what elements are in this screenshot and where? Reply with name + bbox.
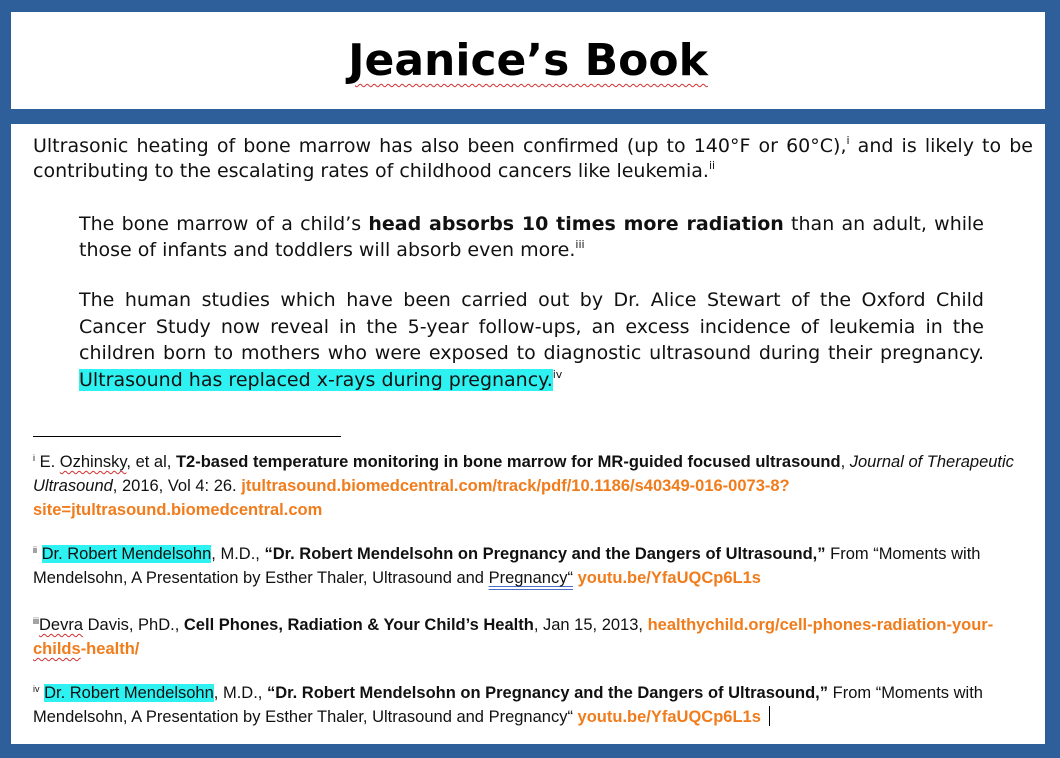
- page-title: Jeanice’s Book: [348, 35, 708, 86]
- content-panel: [11, 124, 1045, 744]
- fn3-name: Devra: [39, 616, 84, 634]
- fn1-journal: Journal of Therapeutic Ultrasound: [33, 453, 1014, 495]
- fn3-title: Cell Phones, Radiation & Your Child’s Health: [183, 616, 534, 634]
- footnote-iv: [33, 681, 1023, 729]
- footnote-ref-iv: iv: [552, 367, 563, 381]
- fn1-tail: , 2016, Vol 4: 26.: [112, 477, 242, 495]
- fn1-link[interactable]: jtultrasound.biomedcentral.com/track/pdf/10.1186/s40349-016-0073-8?site=jtultrasound.biomedcentral.com: [33, 477, 790, 519]
- bone-marrow-pre: The bone marrow of a child’s: [79, 213, 369, 235]
- fn3-date: , Jan 15, 2013,: [533, 616, 648, 634]
- bone-marrow-post: than an adult, while those of infants and toddlers will absorb even more.: [79, 213, 984, 261]
- footnote-i: [33, 450, 1023, 522]
- fn4-from: From “Moments with Mendelsohn, A Presentation by Esther Thaler, Ultrasound and Pregnancy“: [33, 684, 983, 726]
- footnote-separator: [33, 436, 341, 437]
- fn3-name-rest: Davis, PhD.,: [83, 616, 184, 634]
- fn1-mid: ,: [840, 453, 850, 471]
- intro-text: Ultrasonic heating of bone marrow has also been confirmed (up to 140°F or 60°C),: [33, 135, 847, 157]
- footnote-marker: i: [33, 453, 35, 463]
- bone-marrow-bold: head absorbs 10 times more radiation: [368, 213, 784, 235]
- fn2-from: From “Moments with Mendelsohn, A Presentation by Esther Thaler, Ultrasound and: [33, 545, 981, 587]
- text-cursor: [769, 706, 771, 726]
- fn4-title: “Dr. Robert Mendelsohn on Pregnancy and the Dangers of Ultrasound,”: [266, 684, 829, 702]
- fn1-author-name: Ozhinsky: [59, 453, 127, 471]
- fn4-name: Dr. Robert Mendelsohn: [44, 684, 214, 702]
- fn2-link[interactable]: youtu.be/YfaUQCp6L1s: [577, 569, 761, 587]
- highlighted-sentence: Ultrasound has replaced x-rays during pregnancy.: [79, 368, 553, 391]
- fn2-cred: , M.D.,: [211, 545, 265, 563]
- fn4-cred: , M.D.,: [213, 684, 267, 702]
- footnote-iii: [33, 613, 1023, 661]
- fn2-pregnancy: Pregnancy“: [488, 569, 573, 587]
- fn1-author: E.: [39, 453, 60, 471]
- human-studies-text: The human studies which have been carried out by Dr. Alice Stewart of the Oxford Child Cancer Study now reveal in the 5-year follow-ups, an excess incidence of leukemia in the children born to mothers who were exposed to diagnostic ultrasound during their pregnancy.: [79, 289, 984, 364]
- fn4-link[interactable]: youtu.be/YfaUQCp6L1s: [577, 708, 761, 726]
- paragraph-bone-marrow: [79, 211, 984, 263]
- fn3-link-post: -health/: [80, 640, 140, 658]
- fn2-title: “Dr. Robert Mendelsohn on Pregnancy and the Dangers of Ultrasound,”: [264, 545, 826, 563]
- fn3-link-squig: childs: [33, 640, 81, 658]
- fn3-link-pre: healthychild.org/cell-phones-radiation-your-: [647, 616, 994, 634]
- paragraph-intro: [33, 134, 1033, 184]
- paragraph-human-studies: [79, 287, 984, 393]
- fn1-title: T2-based temperature monitoring in bone marrow for MR-guided focused ultrasound: [175, 453, 841, 471]
- footnote-marker: iv: [33, 684, 40, 694]
- title-panel: [11, 12, 1045, 109]
- fn1-author-rest: , et al,: [126, 453, 176, 471]
- footnote-marker: ii: [33, 545, 37, 555]
- footnote-ref-ii: ii: [708, 159, 716, 172]
- fn2-name: Dr. Robert Mendelsohn: [41, 545, 212, 563]
- footnote-ref-iii: iii: [575, 238, 585, 251]
- footnote-marker: iii: [33, 616, 39, 626]
- footnote-ii: [33, 542, 1023, 590]
- intro-text-2: and is likely to be contributing to the escalating rates of childhood cancers like leukemia.: [33, 135, 1033, 182]
- footnote-ref-i: i: [846, 134, 850, 147]
